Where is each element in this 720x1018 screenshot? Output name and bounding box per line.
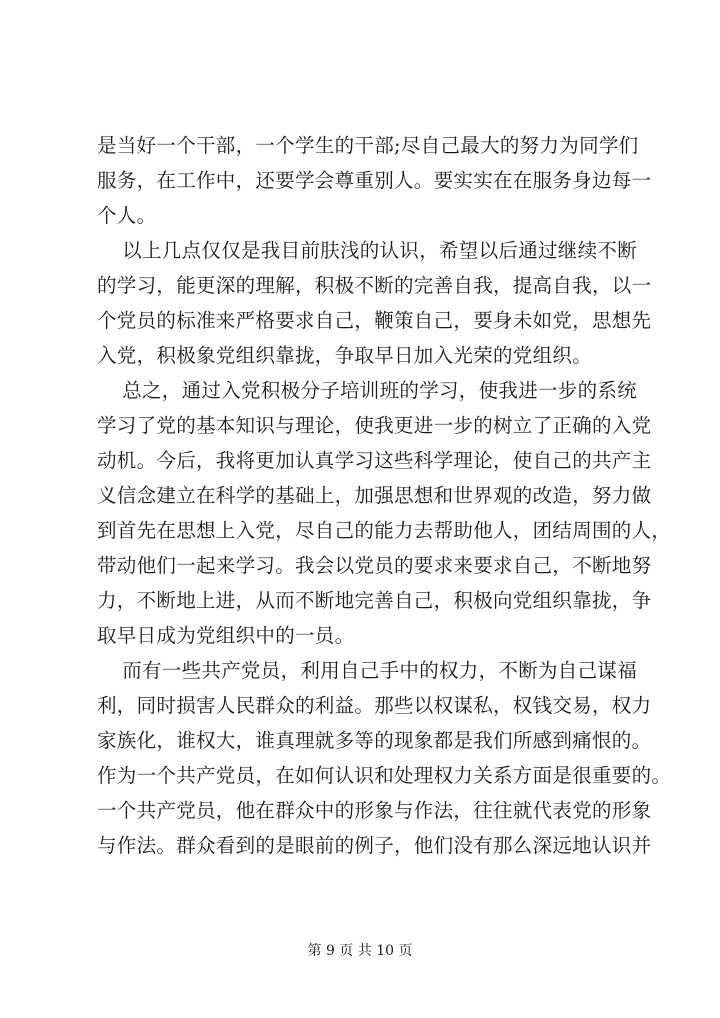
text-line	[97, 128, 637, 163]
text-line-content: 带动他们一起来学习。我会以党员的要求来要求自己，不断地努	[97, 554, 652, 577]
document-body	[97, 128, 672, 863]
text-line	[97, 443, 652, 478]
text-line	[97, 548, 652, 583]
text-line	[97, 303, 652, 338]
text-line	[97, 233, 637, 268]
text-line	[97, 408, 652, 443]
text-line-content: 取早日成为党组织中的一员。	[97, 624, 355, 647]
text-line	[97, 163, 652, 198]
text-line-content: 作为一个共产党员，在如何认识和处理权力关系方面是很重要的。	[97, 764, 672, 787]
text-line	[97, 758, 672, 793]
text-line	[97, 688, 652, 723]
text-line	[97, 793, 652, 828]
text-line-content: 个人。	[97, 204, 157, 227]
text-line	[97, 583, 652, 618]
text-line	[97, 828, 652, 863]
text-line-content: 的学习，能更深的理解，积极不断的完善自我，提高自我，以一	[97, 274, 652, 297]
text-line	[97, 513, 672, 548]
text-line-content: 而有一些共产党员，利用自己手中的权力，不断为自己谋福	[122, 659, 637, 682]
text-line-content: 学习了党的基本知识与理论，使我更进一步的树立了正确的入党	[97, 414, 652, 437]
text-line	[97, 653, 637, 688]
paragraph-indent	[97, 233, 122, 268]
text-line	[97, 338, 637, 373]
text-line-content: 力，不断地上进，从而不断地完善自己，积极向党组织靠拢，争	[97, 589, 652, 612]
page-footer: 第 9 页 共 10 页	[307, 943, 413, 959]
text-line	[97, 478, 652, 513]
text-line-content: 总之，通过入党积极分子培训班的学习，使我进一步的系统	[122, 379, 637, 402]
text-line-content: 个党员的标准来严格要求自己，鞭策自己，要身未如党，思想先	[97, 309, 652, 332]
text-line-content: 义信念建立在科学的基础上，加强思想和世界观的改造，努力做	[97, 484, 652, 507]
text-line-content: 利，同时损害人民群众的利益。那些以权谋私，权钱交易，权力	[97, 694, 652, 717]
text-line-content: 动机。今后，我将更加认真学习这些科学理论，使自己的共产主	[97, 449, 652, 472]
text-line-content: 是当好一个干部，一个学生的干部;尽自己最大的努力为同学们	[97, 134, 639, 157]
text-line-content: 家族化，谁权大，谁真理就多等的现象都是我们所感到痛恨的。	[97, 729, 652, 752]
paragraph-indent	[97, 373, 122, 408]
text-line	[97, 373, 637, 408]
text-line	[97, 723, 652, 758]
text-line	[97, 198, 637, 233]
text-line-content: 以上几点仅仅是我目前肤浅的认识，希望以后通过继续不断	[122, 239, 637, 262]
text-line	[97, 618, 637, 653]
text-line-content: 入党，积极象党组织靠拢，争取早日加入光荣的党组织。	[97, 344, 593, 367]
text-line-content: 与作法。群众看到的是眼前的例子，他们没有那么深远地认识并	[97, 834, 652, 857]
text-line-content: 服务，在工作中，还要学会尊重别人。要实实在在服务身边每一	[97, 169, 652, 192]
paragraph-indent	[97, 653, 122, 688]
text-line	[97, 268, 652, 303]
text-line-content: 一个共产党员，他在群众中的形象与作法，往往就代表党的形象	[97, 799, 652, 822]
text-line-content: 到首先在思想上入党，尽自己的能力去帮助他人，团结周围的人，	[97, 519, 672, 542]
